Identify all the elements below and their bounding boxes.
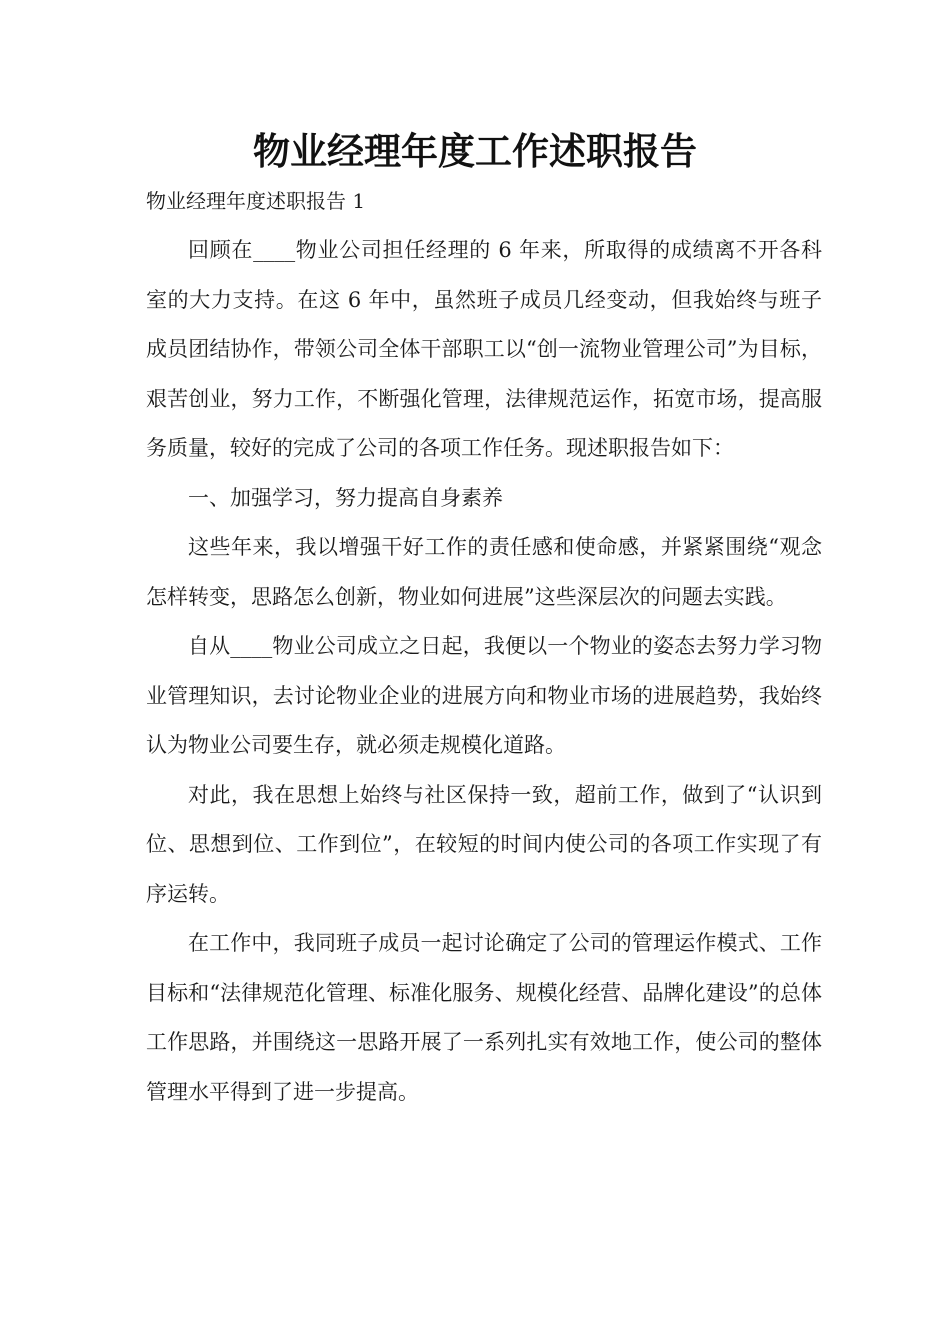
section-heading-1: 一、加强学习，努力提高自身素养 <box>188 485 503 510</box>
paragraph-alignment: 对此，我在思想上始终与社区保持一致，超前工作，做到了“认识到位、思想到位、工作到位”，在较短的时间内使公司的各项工作实现了有序运转。 <box>146 782 822 906</box>
document-body <box>146 226 822 1117</box>
paragraph-practice: 这些年来，我以增强干好工作的责任感和使命感，并紧紧围绕“观念怎样转变，思路怎么创新，物业如何进展”这些深层次的问题去实践。 <box>146 535 822 609</box>
page-title: 物业经理年度工作述职报告 <box>253 130 697 173</box>
paragraph-intro: 回顾在____物业公司担任经理的 6 年来，所取得的成绩离不开各科室的大力支持。在这 6 年中，虽然班子成员几经变动，但我始终与班子成员团结协作，带领公司全体干部职工以“创一流物业管理公司”为目标，艰苦创业，努力工作，不断强化管理，法律规范运作，拓宽市场，提高服务质量，较好的完成了公司的各项工作任务。现述职报告如下： <box>146 238 822 460</box>
paragraph-learning: 自从____物业公司成立之日起，我便以一个物业的姿态去努力学习物业管理知识，去讨论物业企业的进展方向和物业市场的进展趋势，我始终认为物业公司要生存，就必须走规模化道路。 <box>146 634 822 757</box>
document-subtitle: 物业经理年度述职报告 1 <box>146 189 366 213</box>
paragraph-work-approach: 在工作中，我同班子成员一起讨论确定了公司的管理运作模式、工作目标和“法律规范化管理、标准化服务、规模化经营、品牌化建设”的总体工作思路，并围绕这一思路开展了一系列扎实有效地工作，使公司的整体管理水平得到了进一步提高。 <box>146 931 822 1104</box>
